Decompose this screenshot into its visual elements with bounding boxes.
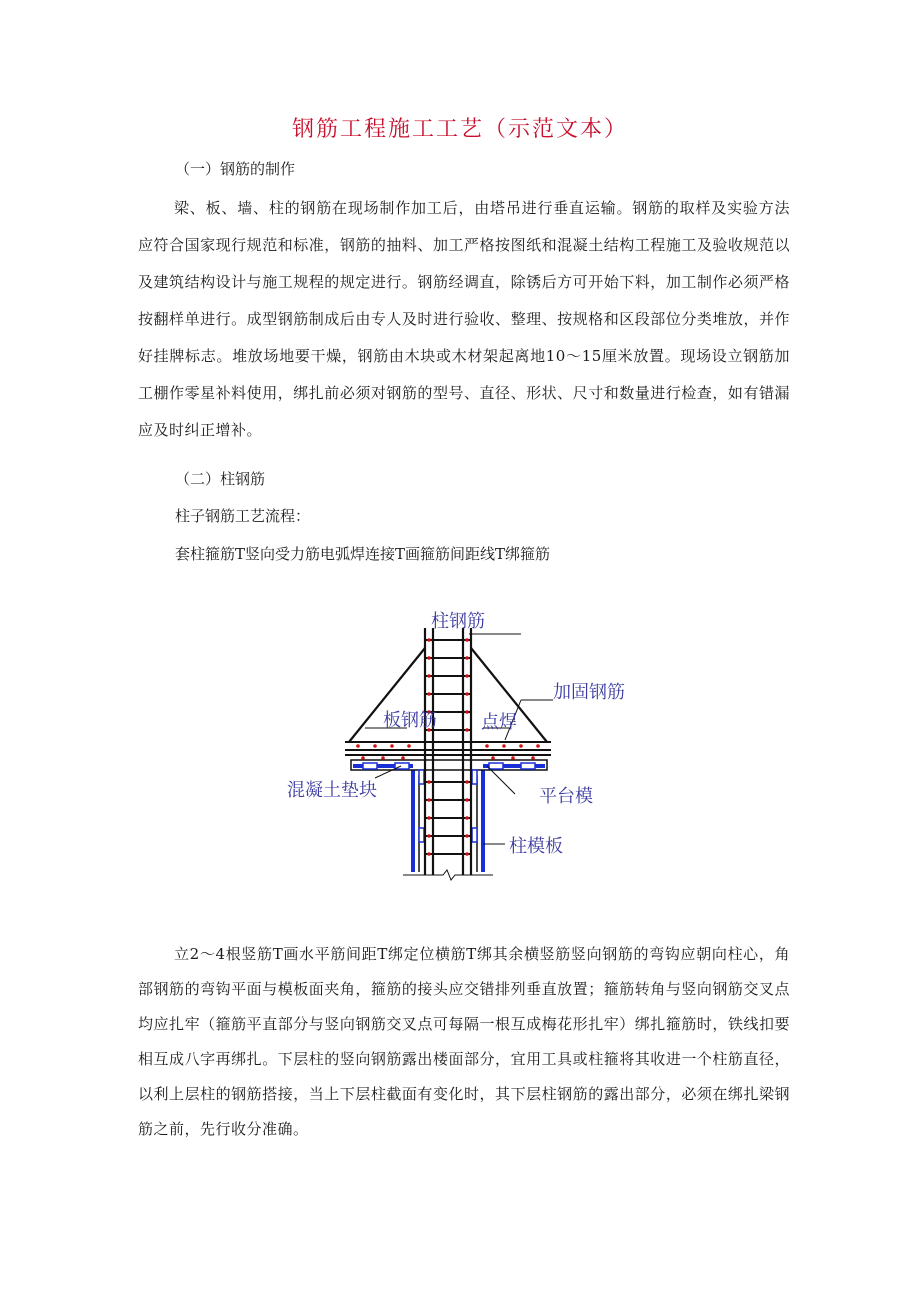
section2-paragraph: 立2～4根竖筋T画水平筋间距T绑定位横筋T绑其余横竖筋竖向钢筋的弯钩应朝向柱心，角部钢筋的弯钩平面与模板面夹角，箍筋的接头应交错排列垂直放置；箍筋转角与竖向钢筋交叉点均应扎牢（箍筋平直部分与竖向钢筋交叉点可每隔一根互成梅花形扎牢）绑扎箍筋时，铁线扣要相互成八字再绑扎。下层柱的竖向钢筋露出楼面部分，宜用工具或柱箍将其收进一个柱筋直径，以利上层柱的钢筋搭接，当上下层柱截面有变化时，其下层柱钢筋的露出部分，必须在绑扎梁钢筋之前，先行收分准确。: [138, 945, 790, 1138]
label-spot-weld: 点焊: [481, 712, 517, 733]
label-reinforcing-rebar: 加固钢筋: [553, 682, 625, 703]
column-vertical-rebar-lines: [425, 628, 471, 875]
label-column-rebar: 柱钢筋: [431, 611, 485, 632]
spot-weld-dots: [356, 638, 540, 856]
flow-title: 柱子钢筋工艺流程：: [175, 507, 311, 525]
slab-rebar-lines: [345, 742, 551, 755]
label-concrete-block: 混凝土垫块: [287, 780, 377, 801]
break-mark: [403, 870, 493, 880]
label-column-formwork: 柱模板: [509, 836, 563, 857]
label-platform-formwork: 平台模: [539, 786, 593, 807]
document-title: 钢筋工程施工工艺（示范文本）: [291, 117, 628, 142]
section2-heading: （二）柱钢筋: [175, 470, 266, 488]
section1-heading: （一）钢筋的制作: [175, 160, 296, 178]
label-slab-rebar: 板钢筋: [383, 710, 437, 731]
leader-lines: [365, 634, 553, 844]
column-rebar-diagram: [283, 600, 643, 885]
concrete-block-shapes: [363, 763, 535, 842]
flow-steps: 套柱箍筋T竖向受力筋电弧焊连接T画箍筋间距线T绑箍筋: [175, 545, 551, 563]
section1-paragraph: 梁、板、墙、柱的钢筋在现场制作加工后，由塔吊进行垂直运输。钢筋的取样及实验方法应符合国家现行规范和标准，钢筋的抽料、加工严格按图纸和混凝土结构工程施工及验收规范以及建筑结构设计与施工规程的规定进行。钢筋经调直，除锈后方可开始下料，加工制作必须严格按翻样单进行。成型钢筋制成后由专人及时进行验收、整理、按规格和区段部位分类堆放，并作好挂牌标志。堆放场地要干燥，钢筋由木块或木材架起离地10～15厘米放置。现场设立钢筋加工棚作零星补料使用，绑扎前必须对钢筋的型号、直径、形状、尺寸和数量进行检查，如有错漏应及时纠正增补。: [138, 199, 790, 439]
